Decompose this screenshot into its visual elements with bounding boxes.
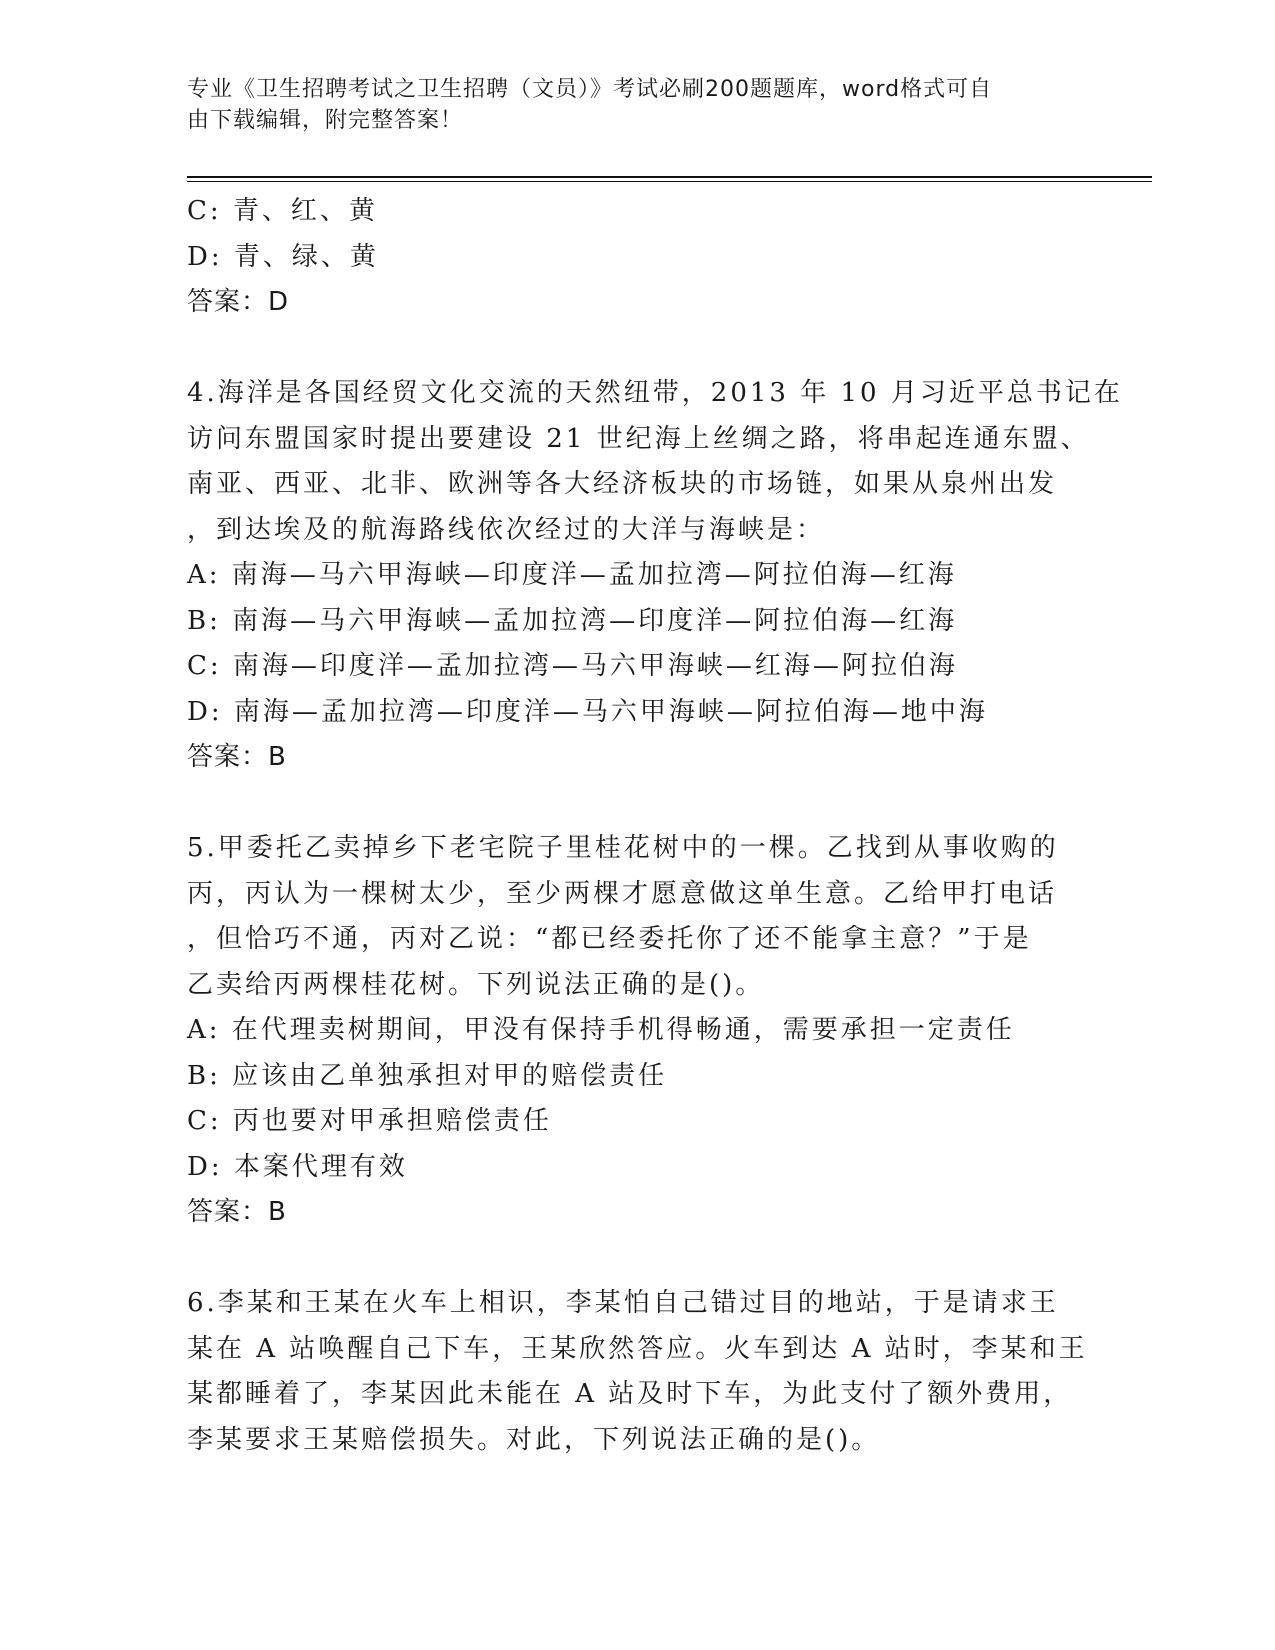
question-stem-line: 南亚、西亚、北非、欧洲等各大经济板块的市场链，如果从泉州出发	[187, 469, 1058, 499]
answer: 答案：B	[187, 1197, 287, 1227]
question-stem-line: 4.海洋是各国经贸文化交流的天然纽带，2013 年 10 月习近平总书记在	[187, 378, 1123, 408]
option-d: D: 本案代理有效	[187, 1151, 408, 1182]
option-a: A: 南海—马六甲海峡—印度洋—孟加拉湾—阿拉伯海—红海	[187, 560, 957, 590]
option-c: C: 青、红、黄	[187, 196, 378, 226]
spacer	[187, 781, 1087, 827]
question-6	[187, 1281, 1087, 1463]
question-stem-line: 丙，丙认为一棵树太少，至少两棵才愿意做这单生意。乙给甲打电话	[187, 878, 1058, 909]
answer: 答案：B	[187, 742, 287, 772]
option-b: B: 南海—马六甲海峡—孟加拉湾—印度洋—阿拉伯海—红海	[187, 605, 958, 636]
answer: 答案：D	[187, 287, 290, 317]
question-stem-line: 某都睡着了，李某因此未能在 A 站及时下车，为此支付了额外费用，	[187, 1379, 1073, 1409]
question-stem-line: 访问东盟国家时提出要建设 21 世纪海上丝绸之路，将串起连通东盟、	[187, 423, 1090, 454]
spacer	[187, 326, 1087, 372]
question-stem-line: ，但恰巧不通，丙对乙说：“都已经委托你了还不能拿主意？”于是	[187, 924, 1032, 954]
question-stem-line: ，到达埃及的航海路线依次经过的大洋与海峡是：	[187, 514, 826, 545]
question-stem-line: 6.李某和王某在火车上相识，李某怕自己错过目的地站，于是请求王	[187, 1288, 1059, 1318]
question-stem-line: 5.甲委托乙卖掉乡下老宅院子里桂花树中的一棵。乙找到从事收购的	[187, 833, 1059, 863]
option-c: C: 丙也要对甲承担赔偿责任	[187, 1106, 552, 1136]
question-stem-line: 李某要求王某赔偿损失。对此，下列说法正确的是()。	[187, 1424, 881, 1455]
header-rule-thick	[187, 176, 1152, 178]
option-d: D: 青、绿、黄	[187, 241, 379, 272]
question-stem-line: 某在 A 站唤醒自己下车，王某欣然答应。火车到达 A 站时，李某和王	[187, 1333, 1088, 1364]
option-b: B: 应该由乙单独承担对甲的赔偿责任	[187, 1060, 668, 1091]
spacer	[187, 1236, 1087, 1282]
document-header	[187, 74, 1067, 136]
header-line-2: 由下载编辑，附完整答案！	[187, 108, 464, 133]
question-4	[187, 371, 1123, 781]
header-line-1: 专业《卫生招聘考试之卫生招聘（文员）》考试必刷200题题库，word格式可自	[187, 77, 993, 102]
option-a: A: 在代理卖树期间，甲没有保持手机得畅通，需要承担一定责任	[187, 1015, 1015, 1045]
question-stem-line: 乙卖给丙两棵桂花树。下列说法正确的是()。	[187, 969, 765, 1000]
option-d: D: 南海—孟加拉湾—印度洋—马六甲海峡—阿拉伯海—地中海	[187, 696, 988, 727]
header-rule-thin	[187, 181, 1152, 182]
document-body	[187, 189, 1123, 1463]
option-c: C: 南海—印度洋—孟加拉湾—马六甲海峡—红海—阿拉伯海	[187, 651, 958, 681]
question-5	[187, 826, 1087, 1236]
prev-question	[187, 189, 1087, 326]
